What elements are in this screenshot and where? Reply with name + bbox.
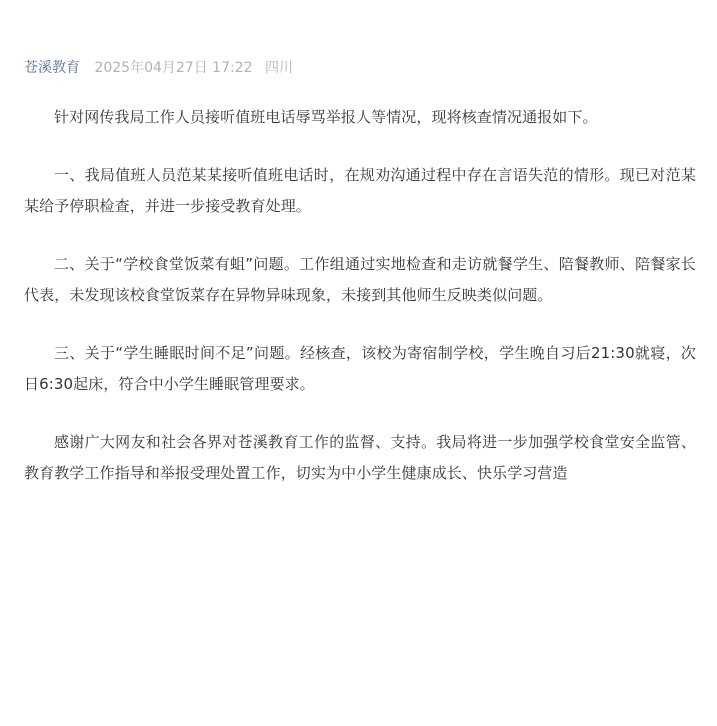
article-body [24, 56, 696, 489]
paragraph-item-1: 一、我局值班人员范某某接听值班电话时，在规劝沟通过程中存在言语失范的情形。现已对范某某给予停职检查，并进一步接受教育处理。 [24, 166, 696, 215]
paragraph-item-2: 二、关于“学校食堂饭菜有蛆”问题。工作组通过实地检查和走访就餐学生、陪餐教师、陪餐家长代表，未发现该校食堂饭菜存在异物异味现象，未接到其他师生反映类似问题。 [24, 255, 696, 304]
account-name-link[interactable]: 苍溪教育 [24, 60, 80, 76]
paragraph-intro: 针对网传我局工作人员接听值班电话辱骂举报人等情况，现将核查情况通报如下。 [54, 108, 598, 126]
publish-datetime: 2025年04月27日 17:22 [94, 60, 253, 76]
publish-location: 四川 [264, 60, 293, 76]
paragraph-item-3: 三、关于“学生睡眠时间不足”问题。经核查，该校为寄宿制学校，学生晚自习后21:30就寝，次日6:30起床，符合中小学生睡眠管理要求。 [24, 344, 696, 393]
article-meta [24, 56, 696, 80]
paragraph-closing: 感谢广大网友和社会各界对苍溪教育工作的监督、支持。我局将进一步加强学校食堂安全监管、教育教学工作指导和举报受理处置工作，切实为中小学生健康成长、快乐学习营造 [24, 433, 696, 482]
